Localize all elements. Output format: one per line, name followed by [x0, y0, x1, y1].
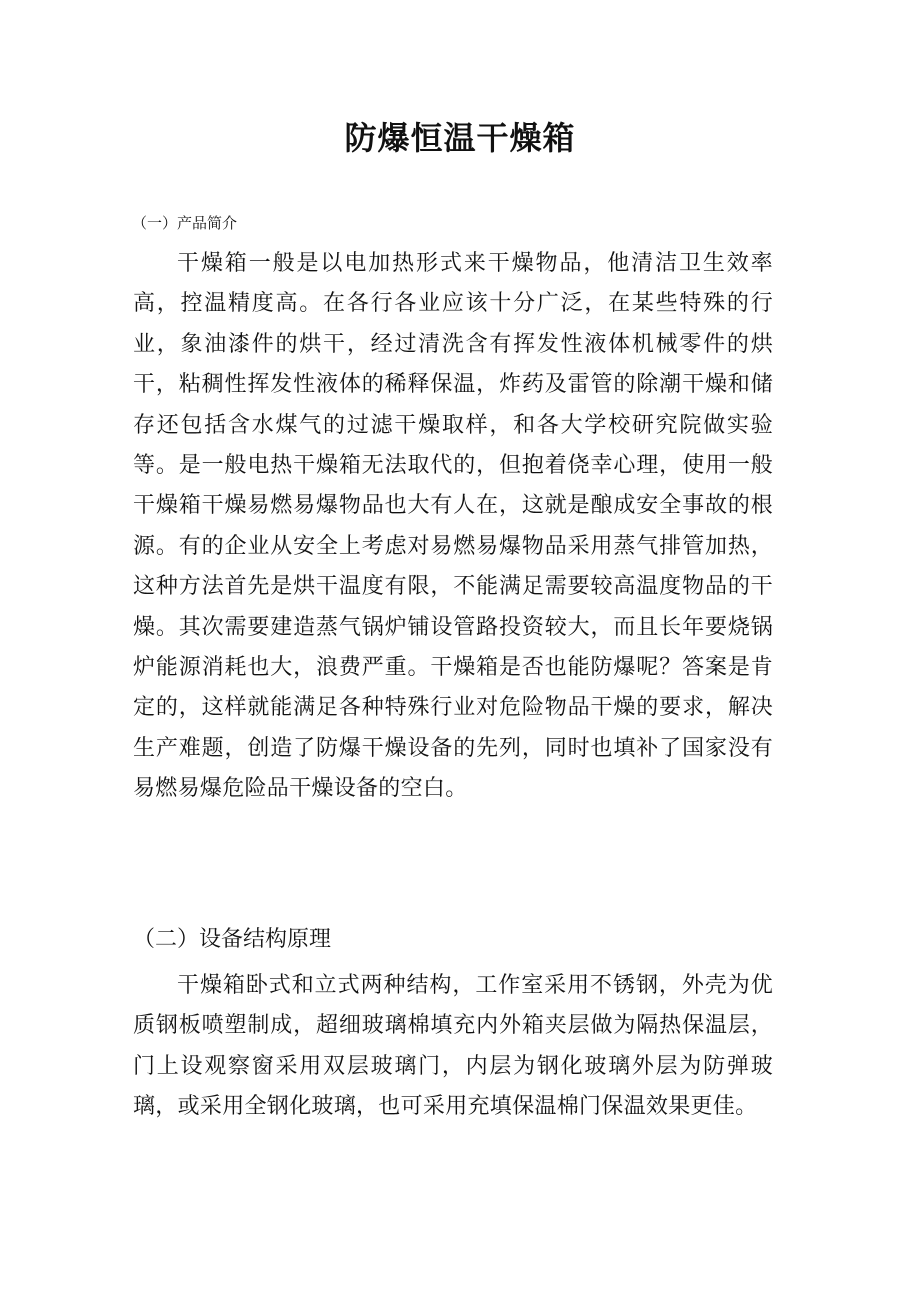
- section-paragraph-structure-principle: 干燥箱卧式和立式两种结构，工作室采用不锈钢，外壳为优质钢板喷塑制成，超细玻璃棉填充内外箱夹层做为隔热保温层，门上设观察窗采用双层玻璃门，内层为钢化玻璃外层为防弹玻璃，或采用全钢化玻璃，也可采用充填保温棉门保温效果更佳。: [133, 973, 773, 1120]
- section-heading-product-intro: （一）产品简介: [132, 214, 238, 232]
- document-title: 防爆恒温干燥箱: [344, 119, 576, 157]
- section-paragraph-product-intro: 干燥箱一般是以电加热形式来干燥物品，他清洁卫生效率高，控温精度高。在各行各业应该十分广泛，在某些特殊的行业，象油漆件的烘干，经过清洗含有挥发性液体机械零件的烘干，粘稠性挥发性液体的稀释保温，炸药及雷管的除潮干燥和储存还包括含水煤气的过滤干燥取样，和各大学校研究院做实验等。是一般电热干燥箱无法取代的，但抱着侥幸心理，使用一般干燥箱干燥易燃易爆物品也大有人在，这就是酿成安全事故的根源。有的企业从安全上考虑对易燃易爆物品采用蒸气排管加热，这种方法首先是烘干温度有限，不能满足需要较高温度物品的干燥。其次需要建造蒸气锅炉铺设管路投资较大，而且长年要烧锅炉能源消耗也大，浪费严重。干燥箱是否也能防爆呢？答案是肯定的，这样就能满足各种特殊行业对危险物品干燥的要求，解决生产难题，创造了防爆干燥设备的先列，同时也填补了国家没有易燃易爆危险品干燥设备的空白。: [133, 251, 773, 802]
- section-heading-structure-principle: （二）设备结构原理: [133, 927, 332, 952]
